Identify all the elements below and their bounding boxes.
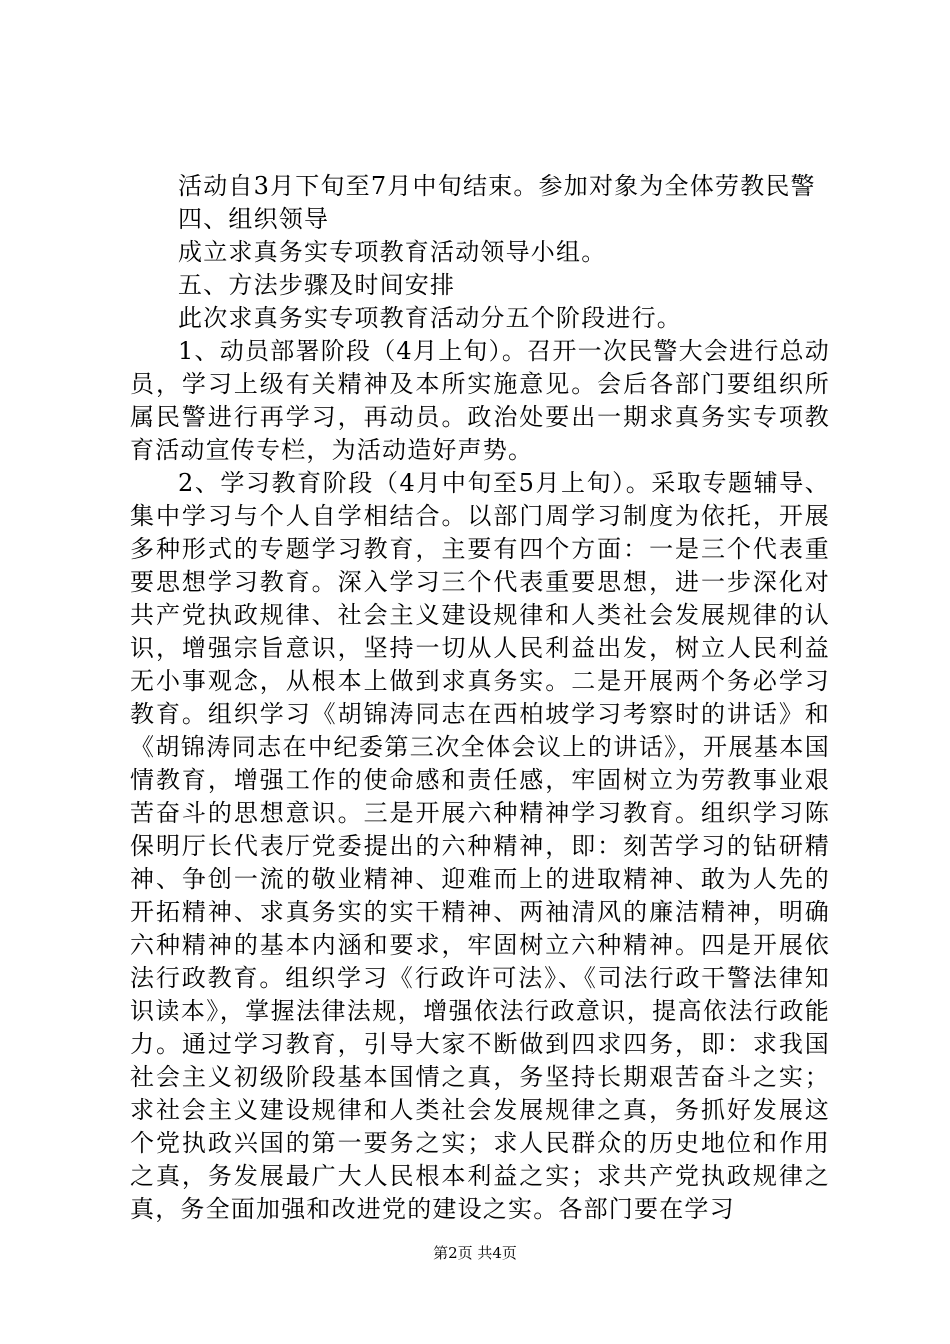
document-body <box>130 170 830 1226</box>
paragraph-stage-study-education: 2、学习教育阶段（4月中旬至5月上旬）。采取专题辅导、集中学习与个人自学相结合。以部门周学习制度为依托，开展多种形式的专题学习教育，主要有四个方面：一是三个代表重要思想学习教育。深入学习三个代表重要思想，进一步深化对共产党执政规律、社会主义建设规律和人类社会发展规律的认识，增强宗旨意识，坚持一切从人民利益出发，树立人民利益无小事观念，从根本上做到求真务实。二是开展两个务必学习教育。组织学习《胡锦涛同志在西柏坡学习考察时的讲话》和《胡锦涛同志在中纪委第三次全体会议上的讲话》，开展基本国情教育，增强工作的使命感和责任感，牢固树立为劳教事业艰苦奋斗的思想意识。三是开展六种精神学习教育。组织学习陈保明厅长代表厅党委提出的六种精神，即：刻苦学习的钻研精神、争创一流的敬业精神、迎难而上的进取精神、敢为人先的开拓精神、求真务实的实干精神、两袖清风的廉洁精神，明确六种精神的基本内涵和要求，牢固树立六种精神。四是开展依法行政教育。组织学习《行政许可法》、《司法行政干警法律知识读本》，掌握法律法规，增强依法行政意识，提高依法行政能力。通过学习教育，引导大家不断做到四求四务，即：求我国社会主义初级阶段基本国情之真，务坚持长期艰苦奋斗之实；求社会主义建设规律和人类社会发展规律之真，务抓好发展这个党执政兴国的第一要务之实；求人民群众的历史地位和作用之真，务发展最广大人民根本利益之实；求共产党执政规律之真，务全面加强和改进党的建设之实。各部门要在学习 <box>130 469 830 1223</box>
page-number-footer: 第2页 共4页 <box>433 1244 517 1262</box>
heading-organization-leadership: 四、组织领导 <box>178 205 330 233</box>
paragraph-stage-mobilization: 1、动员部署阶段（4月上旬）。召开一次民警大会进行总动员，学习上级有关精神及本所实施意见。会后各部门要组织所属民警进行再学习，再动员。政治处要出一期求真务实专项教育活动宣传专栏，为活动造好声势。 <box>130 337 830 464</box>
paragraph-five-stages: 此次求真务实专项教育活动分五个阶段进行。 <box>178 304 682 332</box>
paragraph-activity-period: 活动自3月下旬至7月中旬结束。参加对象为全体劳教民警 <box>178 172 816 200</box>
paragraph-leadership-group: 成立求真务实专项教育活动领导小组。 <box>178 238 607 266</box>
heading-methods-schedule: 五、方法步骤及时间安排 <box>178 271 456 299</box>
